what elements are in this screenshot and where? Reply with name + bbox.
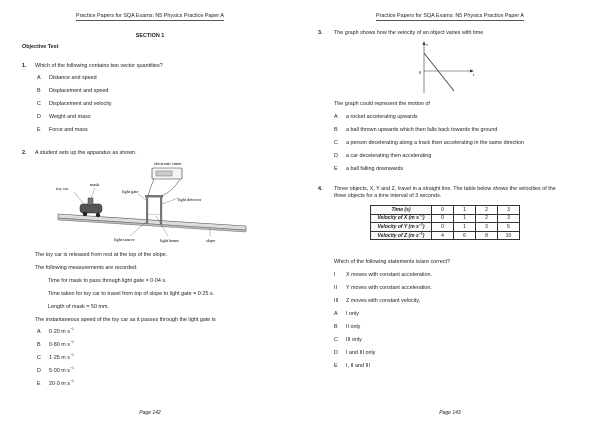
option: D I and III only — [334, 350, 376, 356]
option: C Displacement and velocity — [37, 101, 112, 107]
table-row — [371, 231, 520, 240]
light-gate-post-left — [146, 196, 148, 224]
option: E a ball falling downwards — [334, 166, 404, 172]
option: C III only — [334, 337, 362, 343]
question-number: 2. — [22, 150, 27, 156]
option: B a ball thrown upwards which then falls back towards the ground — [334, 127, 498, 133]
question-text: A student sets up the apparatus as shown. — [35, 150, 137, 156]
table-row — [371, 223, 520, 232]
question-text: three objects for a time interval of 3 seconds. — [334, 193, 442, 199]
table-cell: 0 — [432, 206, 454, 215]
page-header: Practice Papers for SQA Exams: N5 Physics Practice Paper A — [376, 13, 524, 19]
toy-car — [80, 204, 102, 213]
t-label: t — [473, 72, 475, 77]
option: E I, II and III — [334, 363, 370, 369]
row-header: Time (s) — [371, 206, 432, 215]
table-cell: 5 — [498, 223, 520, 232]
option: A Distance and speed — [37, 75, 97, 81]
label-light-beam: light beam — [160, 238, 179, 243]
page-header: Practice Papers for SQA Exams: N5 Physics Practice Paper A — [76, 13, 224, 19]
q3-stem: The graph could represent the motion of — [334, 101, 430, 107]
statement: I X moves with constant acceleration. — [334, 272, 432, 278]
q2-line2: The following measurements are recorded. — [35, 265, 138, 271]
label-mask: mask — [90, 182, 100, 187]
velocity-time-graph — [412, 39, 478, 97]
label-light-gate: light gate — [122, 189, 139, 194]
table-cell: 6 — [454, 231, 476, 240]
objective-test-heading: Objective Test — [22, 44, 59, 50]
page-number: Page 143 — [439, 410, 461, 416]
table-cell: 3 — [476, 223, 498, 232]
q2-question: The instantaneous speed of the toy car as it passes through the light gate is — [35, 317, 216, 323]
label-light-detector: light detector — [178, 197, 202, 202]
light-gate-top — [145, 195, 163, 198]
question-number: 1. — [22, 63, 27, 69]
q2-measurement: Time for mask to pass through light gate = 0·04 s. — [48, 278, 167, 284]
page-number: Page 142 — [139, 410, 161, 416]
q2-measurement: Length of mask = 50 mm. — [48, 304, 109, 310]
table-cell: 2 — [476, 214, 498, 223]
table-cell: 1 — [454, 214, 476, 223]
table-cell: 1 — [454, 223, 476, 232]
question-number: 3. — [318, 30, 323, 36]
table-cell: 2 — [476, 206, 498, 215]
question-text: The graph shows how the velocity of an object varies with time — [334, 30, 484, 36]
option: B Displacement and speed — [37, 88, 109, 94]
option: A 0·20 m $s^{-1}$ — [37, 327, 74, 335]
table-row — [371, 206, 520, 215]
question-text: Three objects, X, Y and Z, travel in a straight line. The table below shows the velocities of the — [334, 186, 556, 192]
option: C a person decelerating along a track then accelerating in the same direction — [334, 140, 524, 146]
light-beam-line — [147, 214, 161, 215]
velocity-table — [370, 205, 520, 240]
row-header: Velocity of Y (m $s^{-1}$) — [371, 223, 432, 232]
v-label: v — [426, 42, 429, 47]
label-slope: slope — [206, 238, 216, 243]
mask — [88, 198, 93, 205]
option: C 1·25 m $s^{-1}$ — [37, 353, 74, 361]
option: A a rocket accelerating upwards — [334, 114, 418, 120]
light-gate-post-right — [160, 196, 162, 224]
graph-line — [424, 53, 454, 91]
apparatus-diagram — [50, 158, 260, 248]
q2-measurement: Time taken for toy car to travel from top of slope to light gate = 0·25 s. — [48, 291, 215, 297]
label-timer: electronic timer — [154, 161, 182, 166]
table-cell: 8 — [476, 231, 498, 240]
table-cell: 10 — [498, 231, 520, 240]
table-cell: 3 — [498, 214, 520, 223]
table-cell: 0 — [432, 223, 454, 232]
table-cell: 3 — [498, 206, 520, 215]
option: D Weight and mass — [37, 114, 91, 120]
question-number: 4. — [318, 186, 323, 192]
option: A I only — [334, 311, 359, 317]
option: D a car decelerating then accelerating — [334, 153, 432, 159]
question-text: Which of the following contains two vector quantities? — [35, 63, 163, 69]
option: B II only — [334, 324, 361, 330]
q4-question: Which of the following statements is/are correct? — [334, 259, 450, 265]
q2-line1: The toy car is released from rest at the top of the slope. — [35, 252, 168, 258]
table-cell: 1 — [454, 206, 476, 215]
row-header: Velocity of Z (m $s^{-1}$) — [371, 231, 432, 240]
statement: III Z moves with constant velocity. — [334, 298, 421, 304]
statement: II Y moves with constant acceleration. — [334, 285, 432, 291]
option: E 20·0 m $s^{-1}$ — [37, 379, 74, 387]
table-cell: 4 — [432, 231, 454, 240]
option: D 5·00 m $s^{-1}$ — [37, 366, 74, 374]
label-light-source: light source — [114, 237, 135, 242]
right-page — [300, 0, 600, 426]
option: E Force and mass — [37, 127, 88, 133]
option: B 0·80 m $s^{-1}$ — [37, 340, 74, 348]
table-cell: 0 — [432, 214, 454, 223]
row-header: Velocity of X (m $s^{-1}$) — [371, 214, 432, 223]
section-title: SECTION 1 — [135, 33, 165, 39]
table-row — [371, 214, 520, 223]
origin-label: 0 — [419, 70, 422, 75]
label-toy-car: toy car — [56, 186, 69, 191]
